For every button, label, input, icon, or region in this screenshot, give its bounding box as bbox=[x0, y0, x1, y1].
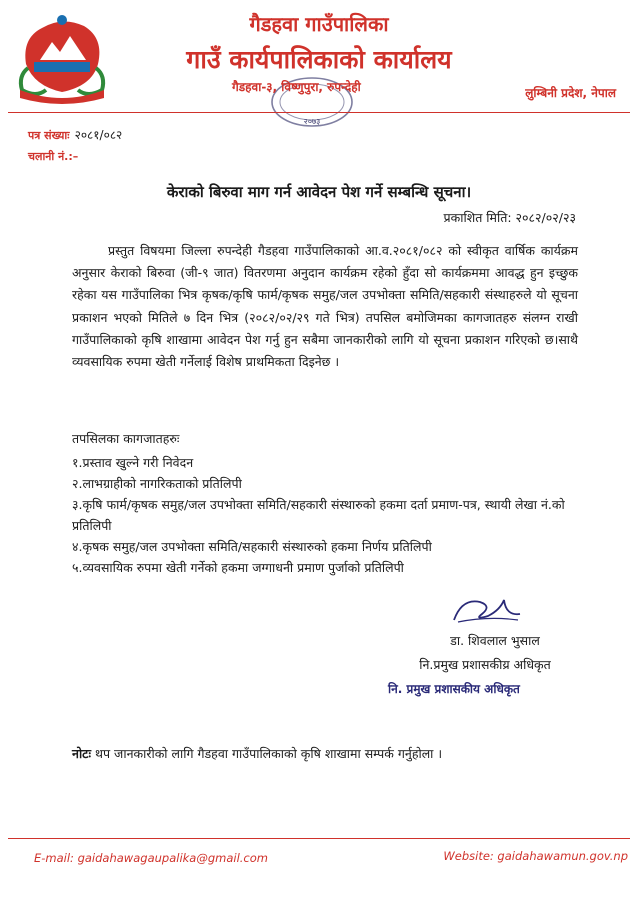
org-name: गैडहवा गाउँपालिका bbox=[249, 12, 389, 36]
note-label: नोटः bbox=[72, 746, 92, 761]
letter-number-value: २०८१/०८२ bbox=[74, 128, 123, 142]
footer-website: Website: gaidahawamun.gov.np bbox=[443, 849, 628, 863]
dispatch-number-label: चलानी नं.:– bbox=[28, 150, 79, 163]
document-item: ४.कृषक समुह/जल उपभोक्ता समिति/सहकारी संस्थारुको हकमा निर्णय प्रतिलिपी bbox=[72, 539, 432, 554]
documents-heading: तपसिलका कागजातहरुः bbox=[72, 431, 180, 446]
office-name: गाउँ कार्यपालिकाको कार्यालय bbox=[186, 45, 452, 74]
note-text: थप जानकारीको लागि गैडहवा गाउँपालिकाको कृषि शाखामा सम्पर्क गर्नुहोला । bbox=[91, 746, 443, 761]
document-item: ३.कृषि फार्म/कृषक समुह/जल उपभोक्ता समिति/सहकारी संस्थारुको हकमा दर्ता प्रमाण-पत्र, स्थायी लेखा नं.को प्रतिलिपी bbox=[72, 497, 565, 533]
footer-email: E-mail: gaidahawagaupalika@gmail.com bbox=[34, 851, 268, 865]
document-item: १.प्रस्ताव खुल्ने गरी निवेदन bbox=[72, 455, 194, 470]
footnote bbox=[72, 745, 442, 762]
office-address: गैडहवा-३, विष्णुपुरा, रुपन्देही bbox=[232, 80, 361, 94]
document-item: ५.व्यवसायिक रुपमा खेती गर्नेको हकमा जग्गाधनी प्रमाण पुर्जाको प्रतिलिपी bbox=[72, 560, 404, 575]
header-divider bbox=[8, 112, 630, 113]
signer-name: डा. शिवलाल भुसाल bbox=[450, 633, 540, 648]
notice-title: केराको बिरुवा माग गर्न आवेदन पेश गर्ने सम्बन्धि सूचना। bbox=[166, 183, 472, 201]
documents-list bbox=[72, 452, 572, 578]
stamp-year: २०७३ bbox=[303, 117, 321, 126]
letter-number bbox=[28, 124, 122, 143]
signer-title: नि.प्रमुख प्रशासकीय्र अधिकृत bbox=[419, 657, 551, 672]
signature-icon bbox=[448, 592, 528, 628]
province-address: लुम्बिनी प्रदेश, नेपाल bbox=[525, 86, 616, 100]
document-item: २.लाभग्राहीको नागरिकताको प्रतिलिपी bbox=[72, 476, 242, 491]
letter-number-label: पत्र संख्याः bbox=[28, 129, 70, 142]
dispatch-number bbox=[28, 145, 78, 164]
notice-body: प्रस्तुत विषयमा जिल्ला रुपन्देही गैडहवा गाउँपालिकाको आ.व.२०८१/०८२ को स्वीकृत वार्षिक कार्यक्रम अनुसार केराको बिरुवा (जी-९ जात) वितरणमा अनुदान कार्यक्रम रहेको हुँदा सो कार्यक्रममा आवद्ध हुन इच्छुक रहेका यस गाउँपालिका भित्र कृषक/कृषि फार्म/कृषक समुह/जल उपभोक्ता समिति/सहकारी संस्थाहरुले यो सूचना प्रकाशन भएको मितिले ७ दिन भित्र (२०८२/०२/२९ गते भित्र) तपसिल बमोजिमका कागजातहरु संलग्न राखी गाउँपालिकाको कृषि शाखामा आवेदन पेश गर्नु हुन सबैमा जानकारीको लागि यो सूचना प्रकाशन गरिएको छ।साथै व्यवसायिक रुपमा खेती गर्नेलाई विशेष प्राथमिकता दिइनेछ । bbox=[72, 243, 578, 370]
published-date: प्रकाशित मिति: २०८२/०२/२३ bbox=[443, 210, 576, 225]
footer-divider bbox=[8, 838, 630, 839]
signer-stamp: नि. प्रमुख प्रशासकीय अधिकृत bbox=[388, 682, 520, 696]
